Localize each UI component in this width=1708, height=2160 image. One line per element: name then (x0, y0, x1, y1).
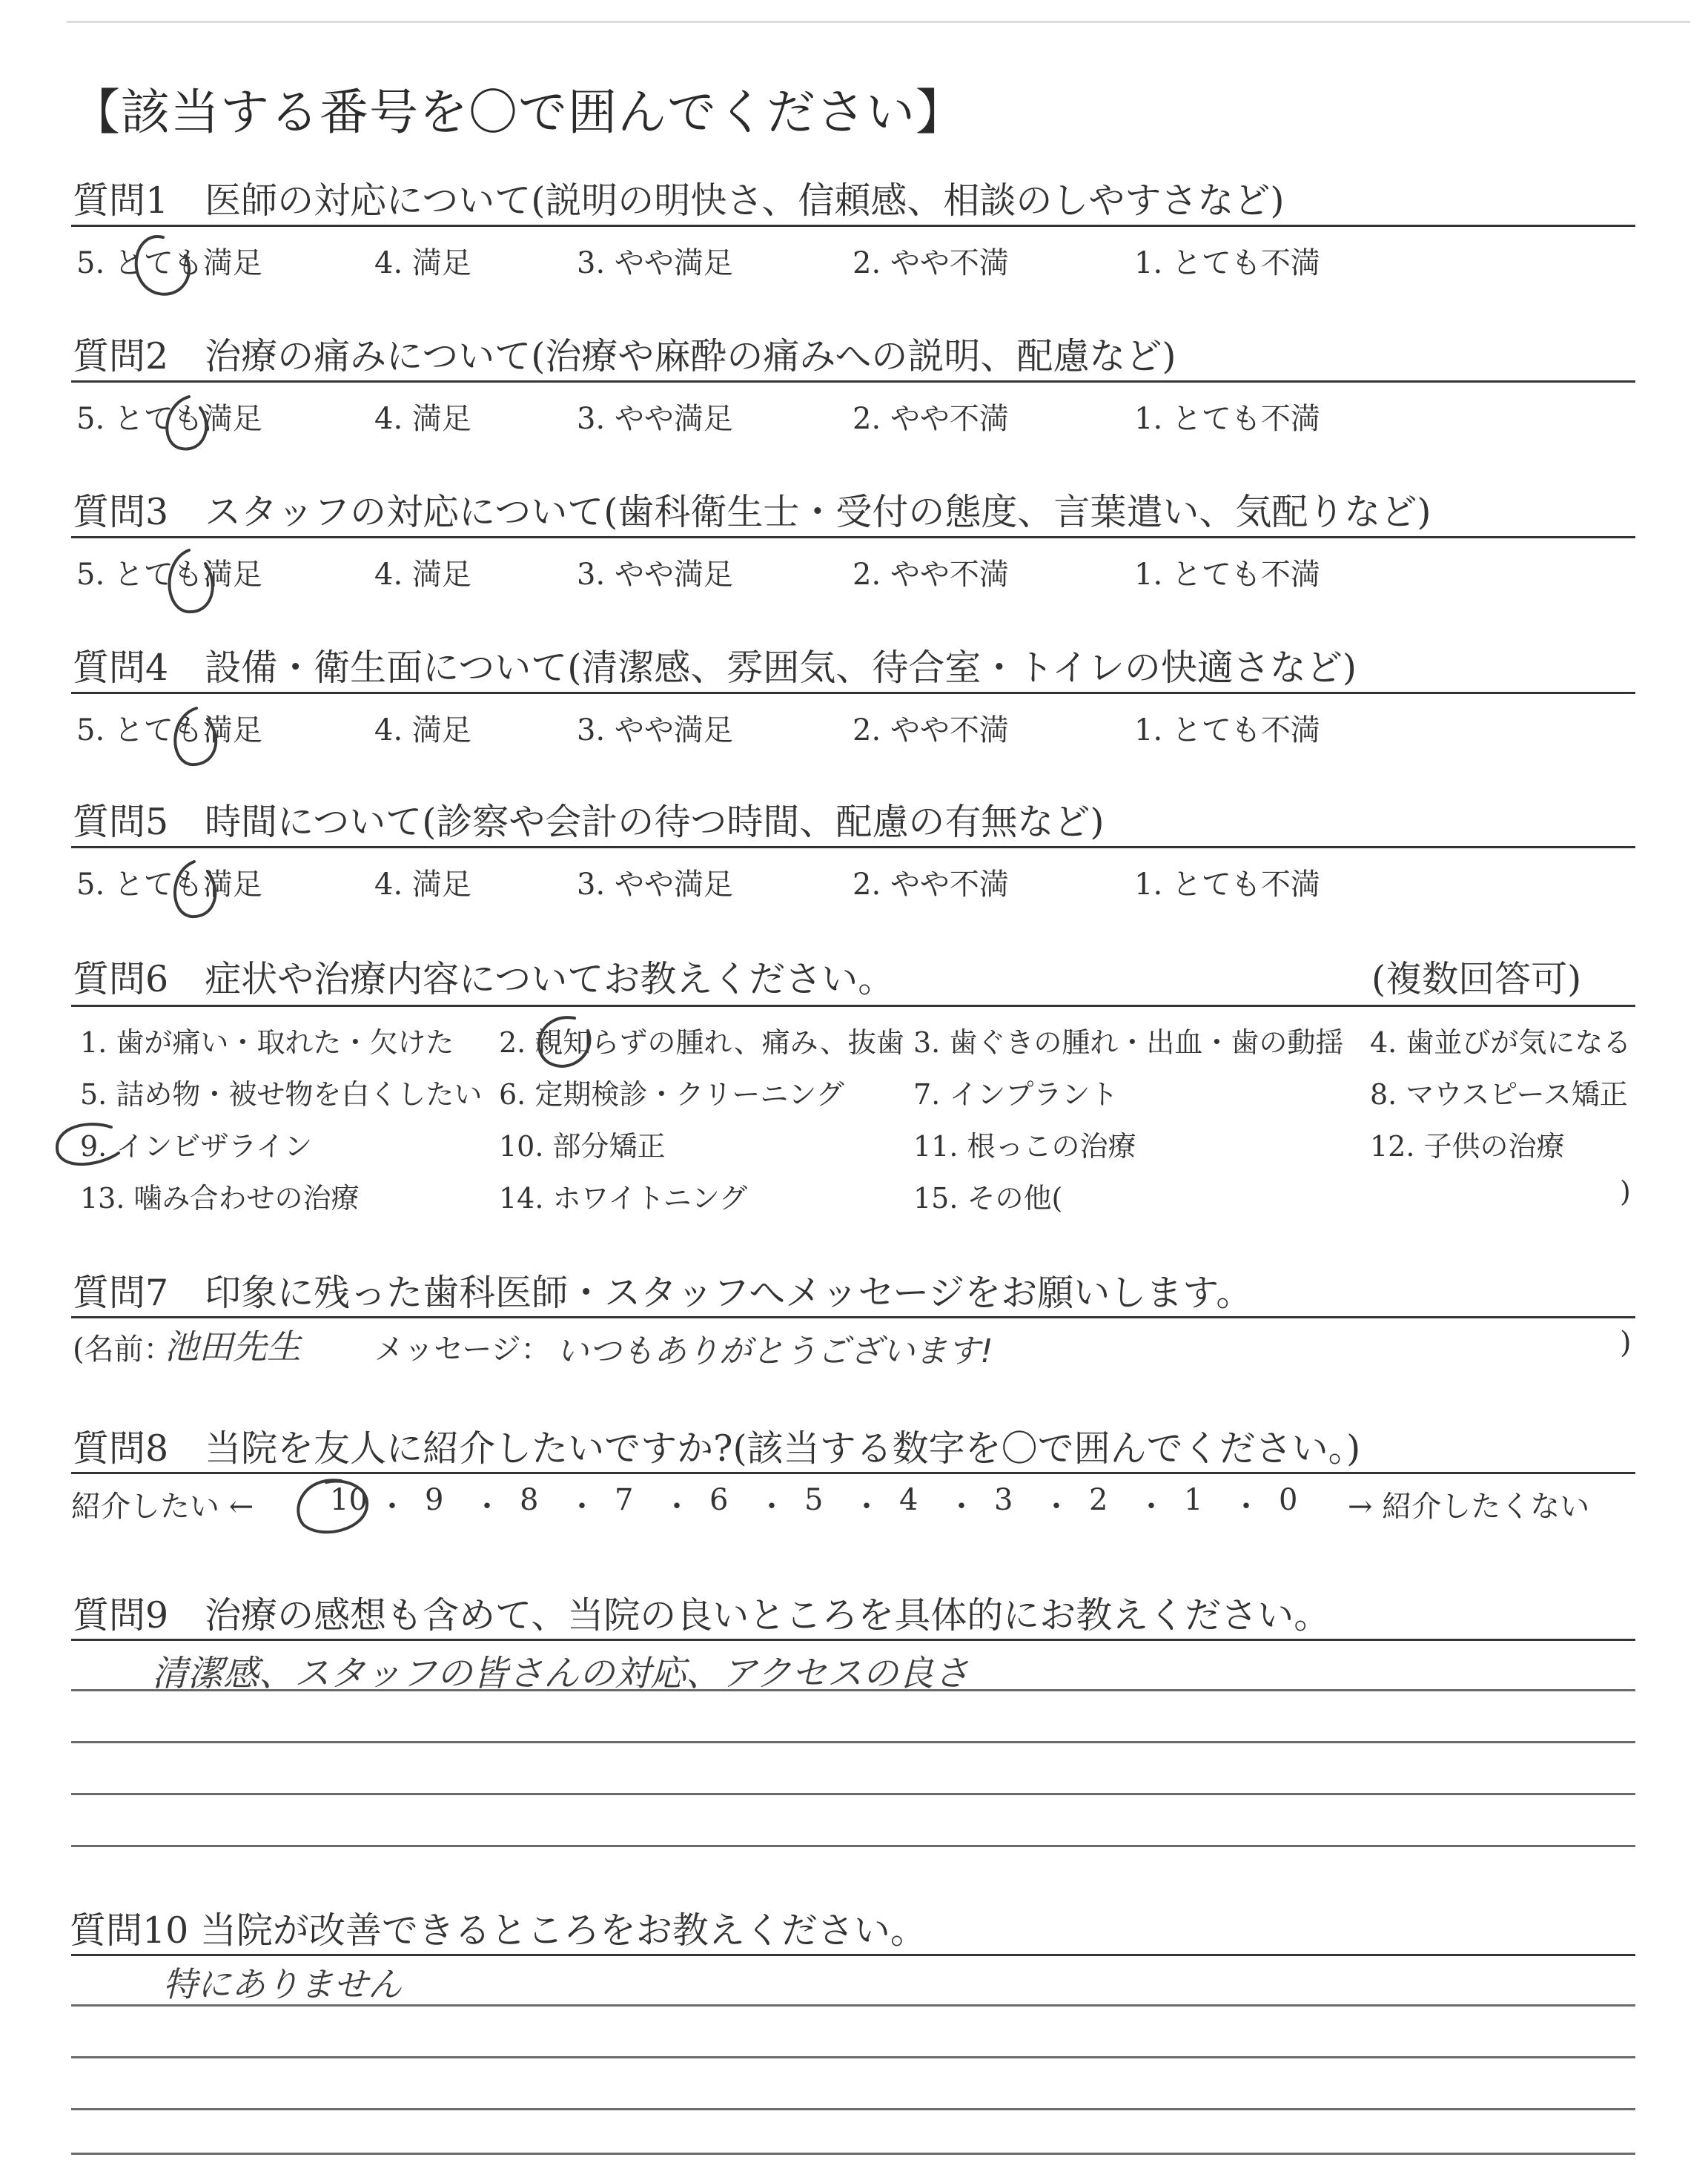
q7-message-label: メッセージ： (374, 1332, 551, 1367)
q6-option-14[interactable]: 14. ホワイトニング (499, 1182, 748, 1215)
q1-hand-circle (119, 222, 208, 304)
question-3-rule (71, 536, 1635, 538)
q6-option-9[interactable]: 9. インビザライン (80, 1130, 313, 1163)
question-5-rule (71, 846, 1635, 848)
q3-option-2[interactable]: 2. やや不満 (853, 558, 1009, 592)
q6-option-11[interactable]: 11. 根っこの治療 (913, 1130, 1136, 1163)
q6-option-12[interactable]: 12. 子供の治療 (1370, 1130, 1565, 1163)
q5-option-3[interactable]: 3. やや満足 (577, 868, 733, 902)
q10-answer-line-2 (71, 2004, 1635, 2007)
q4-option-1[interactable]: 1. とても不満 (1134, 713, 1320, 747)
q8-scale-value[interactable]: 2 (1089, 1483, 1108, 1517)
q10-answer-line-3 (71, 2056, 1635, 2058)
q8-scale-value[interactable]: 5 (804, 1483, 824, 1517)
q2-option-4[interactable]: 4. 満足 (374, 402, 471, 436)
q8-scale-value[interactable]: 3 (994, 1483, 1013, 1517)
q6-option-10[interactable]: 10. 部分矯正 (499, 1130, 666, 1163)
q8-scale-separator: ・ (1136, 1490, 1166, 1524)
q6-option-2[interactable]: 2. 親知らずの腫れ、痛み、抜歯 (499, 1026, 904, 1059)
q7-close-paren: ) (1620, 1326, 1632, 1360)
q8-scale-separator: ・ (377, 1490, 407, 1524)
question-4-label: 質問4 設備・衛生面について(清潔感、雰囲気、待合室・トイレの快適さなど) (73, 647, 1357, 689)
q4-option-5[interactable]: 5. とても満足 (76, 713, 262, 747)
q8-scale-value[interactable]: 8 (520, 1483, 539, 1517)
q2-option-1[interactable]: 1. とても不満 (1134, 402, 1320, 436)
q10-answer[interactable]: 特にありません (163, 1964, 402, 2004)
question-10-label: 質問10 当院が改善できるところをお教えください。 (70, 1909, 927, 1952)
q8-scale-value[interactable]: 1 (1184, 1483, 1203, 1517)
q7-name-value[interactable]: 池田先生 (165, 1327, 301, 1367)
q10-answer-line-1 (71, 1954, 1635, 1956)
q7-name-label: (名前： (73, 1332, 173, 1367)
q4-option-4[interactable]: 4. 満足 (374, 713, 471, 747)
q5-option-5[interactable]: 5. とても満足 (76, 868, 262, 902)
q2-option-3[interactable]: 3. やや満足 (577, 402, 733, 436)
q9-answer-line-5 (71, 1845, 1635, 1847)
question-6-rule (71, 1005, 1635, 1007)
q10-answer-line-4 (71, 2108, 1635, 2110)
q5-option-1[interactable]: 1. とても不満 (1134, 868, 1320, 902)
q8-hand-circle (285, 1472, 374, 1542)
q6-option-2-hand-circle (523, 1005, 604, 1075)
q2-option-5[interactable]: 5. とても満足 (76, 402, 262, 436)
q8-scale-value[interactable]: 6 (709, 1483, 729, 1517)
q3-hand-circle (152, 541, 226, 623)
question-1-rule (71, 225, 1635, 227)
question-2-label: 質問2 治療の痛みについて(治療や麻酔の痛みへの説明、配慮など) (73, 335, 1176, 377)
q6-option-13[interactable]: 13. 噛み合わせの治療 (80, 1182, 360, 1215)
q6-option-5[interactable]: 5. 詰め物・被せ物を白くしたい (80, 1078, 483, 1111)
q8-scale-value[interactable]: 4 (899, 1483, 918, 1517)
question-2-rule (71, 380, 1635, 383)
q1-option-3[interactable]: 3. やや満足 (577, 246, 733, 280)
q3-option-1[interactable]: 1. とても不満 (1134, 558, 1320, 592)
q5-hand-circle (156, 853, 230, 927)
question-3-label: 質問3 スタッフの対応について(歯科衛生士・受付の態度、言葉遣い、気配りなど) (73, 491, 1431, 533)
q1-option-1[interactable]: 1. とても不満 (1134, 246, 1320, 280)
question-1-label: 質問1 医師の対応について(説明の明快さ、信頼感、相談のしやすさなど) (73, 179, 1285, 222)
q8-scale-separator: ・ (1042, 1490, 1071, 1524)
q2-hand-circle (148, 386, 222, 460)
q1-option-5[interactable]: 5. とても満足 (76, 246, 262, 280)
question-6-note: (複数回答可) (1371, 958, 1582, 1000)
q6-option-6[interactable]: 6. 定期検診・クリーニング (499, 1078, 844, 1111)
question-7-rule (71, 1316, 1635, 1318)
q8-right-label: → 紹介したくない (1348, 1490, 1590, 1524)
form-title: 【該当する番号を〇で囲んでください】 (71, 84, 965, 141)
q8-scale-separator: ・ (567, 1490, 597, 1524)
q5-option-4[interactable]: 4. 満足 (374, 868, 471, 902)
q8-left-label: 紹介したい ← (71, 1490, 254, 1524)
q1-option-2[interactable]: 2. やや不満 (853, 246, 1009, 280)
q8-scale-value[interactable]: 7 (615, 1483, 634, 1517)
q4-hand-circle (156, 701, 230, 775)
q7-message-value[interactable]: いつもありがとうございます! (556, 1332, 993, 1370)
q9-answer-line-2 (71, 1689, 1635, 1691)
question-8-label: 質問8 当院を友人に紹介したいですか?(該当する数字を〇で囲んでください。) (73, 1427, 1361, 1470)
q8-scale-separator: ・ (1231, 1490, 1261, 1524)
q3-option-4[interactable]: 4. 満足 (374, 558, 471, 592)
question-5-label: 質問5 時間について(診察や会計の待つ時間、配慮の有無など) (73, 801, 1105, 843)
q10-answer-line-5 (71, 2153, 1635, 2155)
question-9-label: 質問9 治療の感想も含めて、当院の良いところを具体的にお教えください。 (73, 1594, 1331, 1636)
q8-scale-value[interactable]: 10 (330, 1483, 368, 1517)
q8-scale-value[interactable]: 0 (1279, 1483, 1298, 1517)
q8-scale-separator: ・ (472, 1490, 502, 1524)
q9-answer-line-1 (71, 1639, 1635, 1641)
q6-option-9-hand-circle (44, 1112, 126, 1175)
q9-answer-line-3 (71, 1741, 1635, 1743)
q3-option-3[interactable]: 3. やや満足 (577, 558, 733, 592)
q2-option-2[interactable]: 2. やや不満 (853, 402, 1009, 436)
question-6-label: 質問6 症状や治療内容についてお教えください。 (73, 958, 895, 1000)
q1-option-4[interactable]: 4. 満足 (374, 246, 471, 280)
q4-option-2[interactable]: 2. やや不満 (853, 713, 1009, 747)
q6-option-1[interactable]: 1. 歯が痛い・取れた・欠けた (80, 1026, 454, 1059)
q9-answer[interactable]: 清潔感、スタッフの皆さんの対応、アクセスの良さ (152, 1653, 970, 1694)
q8-scale-separator: ・ (852, 1490, 881, 1524)
question-7-label: 質問7 印象に残った歯科医師・スタッフへメッセージをお願いします。 (73, 1272, 1253, 1314)
q6-other-close-paren: ) (1620, 1175, 1631, 1208)
q8-scale-separator: ・ (947, 1490, 976, 1524)
scan-top-edge (67, 21, 1690, 23)
q8-scale-value[interactable]: 9 (425, 1483, 444, 1517)
q6-option-15[interactable]: 15. その他( (913, 1182, 1063, 1215)
q6-option-8[interactable]: 8. マウスピース矯正 (1370, 1078, 1628, 1111)
q3-option-5[interactable]: 5. とても満足 (76, 558, 262, 592)
q6-option-7[interactable]: 7. インプラント (913, 1078, 1119, 1111)
q8-scale-separator: ・ (662, 1490, 692, 1524)
q9-answer-line-4 (71, 1793, 1635, 1795)
q5-option-2[interactable]: 2. やや不満 (853, 868, 1009, 902)
q6-option-4[interactable]: 4. 歯並びが気になる (1370, 1026, 1632, 1059)
q8-scale-separator: ・ (757, 1490, 787, 1524)
question-4-rule (71, 692, 1635, 694)
q6-option-3[interactable]: 3. 歯ぐきの腫れ・出血・歯の動揺 (913, 1026, 1344, 1059)
q4-option-3[interactable]: 3. やや満足 (577, 713, 733, 747)
